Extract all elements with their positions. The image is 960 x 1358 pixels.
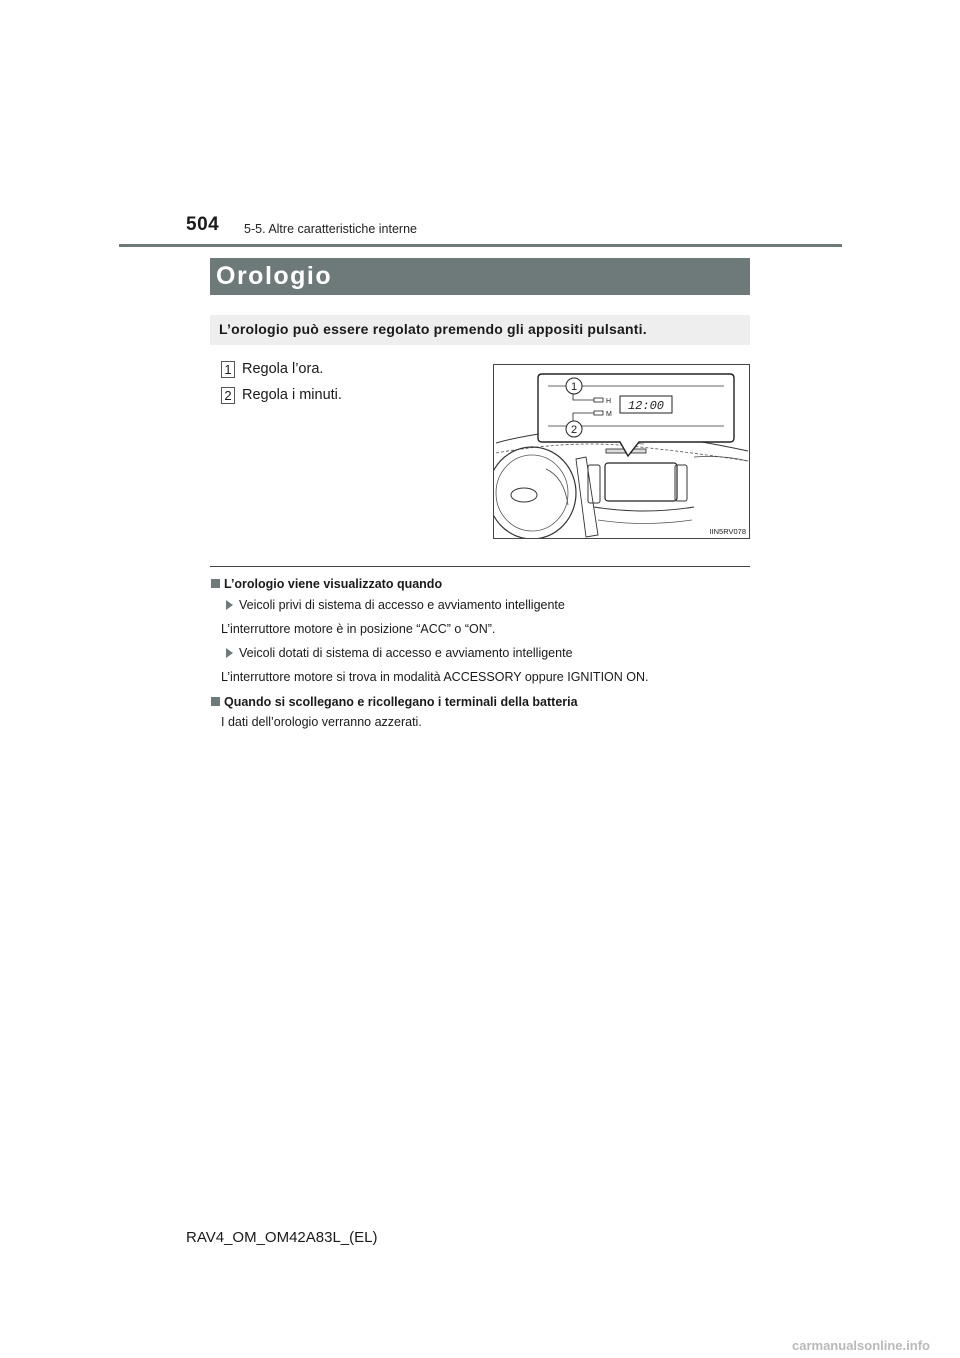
bullet-text: Veicoli privi di sistema di accesso e avviamento intelligente <box>239 598 565 612</box>
step-text: Regola i minuti. <box>242 387 342 403</box>
steering-spoke <box>546 469 568 505</box>
center-screen <box>605 463 677 501</box>
section-divider <box>210 566 750 567</box>
steering-emblem <box>511 488 537 502</box>
callout-number-2: 2 <box>570 424 578 436</box>
note-1-bullet-1 <box>226 598 565 612</box>
page-number: 504 <box>186 214 220 235</box>
header-rule <box>119 244 842 247</box>
figure-code: IIN5RV078 <box>709 527 746 536</box>
note-1-text-2: L’interruttore motore si trova in modalità ACCESSORY oppure IGNITION ON. <box>221 670 649 684</box>
hour-button-label: H <box>606 398 612 405</box>
step-text: Regola l’ora. <box>242 361 324 377</box>
minute-button-label: M <box>606 411 612 418</box>
dash-right-line <box>694 457 748 462</box>
footer-code: RAV4_OM_OM42A83L_(EL) <box>186 1229 378 1246</box>
title-bar <box>210 258 750 295</box>
square-bullet-icon <box>211 579 220 588</box>
note-1-title: L’orologio viene visualizzato quando <box>224 577 443 591</box>
note-1-heading <box>211 577 442 591</box>
note-1-text-1: L’interruttore motore è in posizione “ACC” o “ON”. <box>221 622 496 636</box>
steering-wheel <box>494 447 576 538</box>
bullet-text: Veicoli dotati di sistema di accesso e avviamento intelligente <box>239 646 573 660</box>
intro-box <box>210 315 750 345</box>
section-label: 5-5. Altre caratteristiche interne <box>244 222 417 236</box>
callout-number-1: 1 <box>570 381 578 393</box>
dashboard-drawing <box>494 365 749 538</box>
watermark: carmanualsonline.info <box>792 1338 930 1353</box>
console-edge-left <box>576 457 598 537</box>
console-lower-line <box>598 520 692 524</box>
note-2-heading <box>211 695 578 709</box>
note-1-bullet-2 <box>226 646 573 660</box>
clock-display-time: 12:00 <box>627 399 665 413</box>
note-2-title: Quando si scollegano e ricollegano i terminali della batteria <box>224 695 578 709</box>
console-bottom-line <box>594 507 694 511</box>
triangle-bullet-icon <box>226 648 233 658</box>
step-number: 2 <box>221 387 235 404</box>
square-bullet-icon <box>211 697 220 706</box>
step-number: 1 <box>221 361 235 378</box>
note-2-text: I dati dell’orologio verranno azzerati. <box>221 715 422 729</box>
clock-illustration <box>493 364 750 539</box>
intro-text: L’orologio può essere regolato premendo gli appositi pulsanti. <box>219 321 647 337</box>
steering-wheel-inner <box>496 455 568 531</box>
page-title: Orologio <box>216 262 333 290</box>
triangle-bullet-icon <box>226 600 233 610</box>
